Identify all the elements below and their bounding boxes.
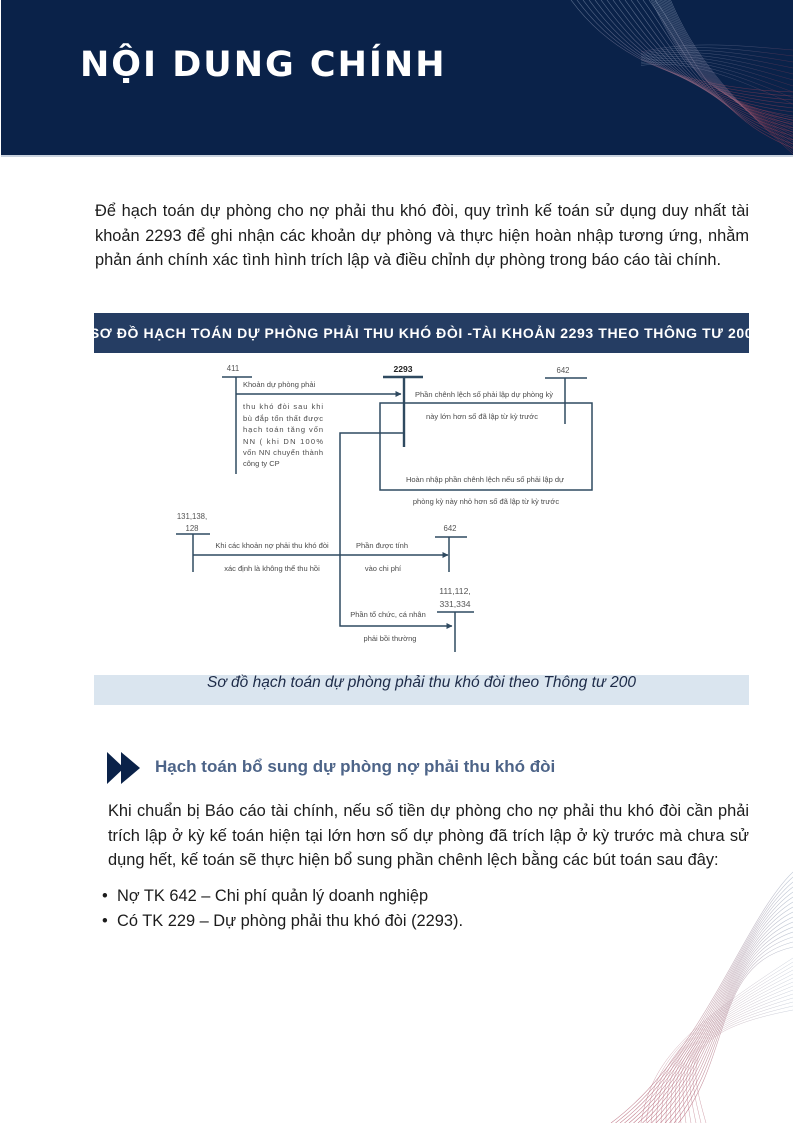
entry-provision-line: NN ( khi DN 100% bbox=[243, 437, 323, 446]
account-111-label: 331,334 bbox=[439, 599, 471, 609]
accounting-diagram bbox=[94, 355, 749, 670]
bottom-wave-decoration bbox=[593, 860, 793, 1123]
entry-writeoff-line: Khi các khoản nợ phải thu khó đòi bbox=[215, 541, 329, 550]
diagram-caption: Sơ đồ hạch toán dự phòng phải thu khó đòi theo Thông tư 200 bbox=[207, 674, 636, 691]
wave-line bbox=[679, 947, 793, 1123]
wave-line bbox=[647, 912, 793, 1123]
entry-reversal-line: Hoàn nhập phần chênh lệch nếu số phải lập dự bbox=[405, 475, 565, 484]
arrow-2293-to-111 bbox=[340, 433, 452, 626]
diagram-title: SƠ ĐỒ HẠCH TOÁN DỰ PHÒNG PHẢI THU KHÓ ĐÒI -TÀI KHOẢN 2293 THEO THÔNG TƯ 200 bbox=[89, 325, 754, 341]
section-paragraph-line: trích lập ở kỳ kế toán hiện tại lớn hơn số dự phòng đã trích lập ở kỳ trước mà chưa sử bbox=[108, 826, 749, 845]
wave-line bbox=[616, 877, 793, 1123]
entry-additional-line: này lớn hơn số đã lập từ kỳ trước bbox=[426, 412, 538, 421]
entry-provision-line: thu khó đòi sau khi bbox=[243, 402, 323, 411]
section-paragraph-line: Khi chuẩn bị Báo cáo tài chính, nếu số tiền dự phòng cho nợ phải thu khó đòi cần phải bbox=[108, 802, 749, 820]
entry-expense-line: vào chi phí bbox=[364, 564, 402, 573]
entry-additional-line: Phần chênh lệch số phải lập dự phòng kỳ bbox=[414, 390, 554, 399]
entry-provision-line: hạch toán tăng vốn bbox=[243, 425, 323, 434]
intro-line: Để hạch toán dự phòng cho nợ phải thu khó đòi, quy trình kế toán sử dụng duy nhất tài bbox=[95, 202, 749, 220]
wave-line bbox=[589, 0, 793, 104]
account-131-label: 131,138, bbox=[176, 512, 208, 521]
t-account-642-bottom bbox=[435, 524, 467, 572]
wave-line bbox=[641, 62, 793, 98]
wave-line bbox=[667, 0, 793, 147]
section-heading: Hạch toán bổ sung dự phòng nợ phải thu khó đòi bbox=[155, 757, 556, 776]
entry-compensation-line: phải bồi thường bbox=[363, 634, 417, 643]
entry-reversal-line: phòng kỳ này nhỏ hơn số đã lập từ kỳ trước bbox=[412, 497, 560, 506]
page-header bbox=[1, 0, 793, 157]
diagram-title-bar bbox=[89, 313, 754, 353]
wave-line bbox=[656, 970, 793, 1123]
wave-line bbox=[687, 998, 793, 1123]
wave-line bbox=[620, 882, 793, 1123]
entry-writeoff-line: xác định là không thể thu hồi bbox=[224, 564, 320, 573]
header-wave-decoration bbox=[553, 0, 793, 155]
wave-line bbox=[654, 0, 793, 123]
wave-line bbox=[664, 0, 793, 142]
entry-expense-line: Phần được tính bbox=[355, 541, 409, 550]
diagram-caption-band bbox=[94, 675, 749, 705]
entry-provision-head: Khoản dự phòng phải bbox=[243, 380, 316, 389]
wave-line bbox=[665, 932, 793, 1123]
t-account-2293 bbox=[383, 364, 423, 447]
wave-line bbox=[641, 48, 793, 56]
wave-line bbox=[696, 1010, 793, 1123]
t-account-131 bbox=[176, 512, 210, 572]
account-642-bottom-label: 642 bbox=[443, 524, 457, 533]
section-paragraph-line: dụng hết, kế toán sẽ thực hiện bổ sung phần chênh lệch bằng các bút toán sau đây: bbox=[108, 851, 719, 869]
double-chevron-right-icon bbox=[105, 751, 142, 785]
bullet-icon: • bbox=[102, 887, 108, 905]
account-411-label: 411 bbox=[226, 364, 240, 373]
list-item-text: Nợ TK 642 – Chi phí quản lý doanh nghiệp bbox=[117, 887, 429, 905]
wave-line bbox=[693, 1006, 793, 1123]
bottom-wave-lines bbox=[611, 872, 793, 1123]
page-title: NỘI DUNG CHÍNH bbox=[80, 45, 447, 85]
entry-compensation-line: Phần tổ chức, cá nhân bbox=[350, 610, 426, 619]
wave-line bbox=[661, 927, 793, 1123]
list-item-text: Có TK 229 – Dự phòng phải thu khó đòi (2293). bbox=[117, 911, 463, 930]
intro-line: khoản 2293 để ghi nhận các khoản dự phòng và thực hiện hoàn nhập tương ứng, nhằm bbox=[95, 226, 749, 245]
wave-line bbox=[601, 0, 793, 112]
intro-paragraph bbox=[95, 199, 749, 273]
account-111-label: 111,112, bbox=[439, 586, 471, 596]
intro-line: phản ánh chính xác tình hình trích lập và điều chỉnh dự phòng trong báo cáo tài chính. bbox=[95, 251, 722, 269]
entry-provision-line: công ty CP bbox=[243, 459, 280, 468]
entry-provision-line: vốn NN chuyển thành bbox=[243, 448, 323, 457]
account-131-label: 128 bbox=[185, 524, 199, 533]
t-account-111 bbox=[437, 586, 474, 652]
header-wave-lines bbox=[571, 0, 793, 154]
account-2293-label: 2293 bbox=[393, 364, 413, 374]
wave-line bbox=[670, 937, 793, 1123]
entry-provision-line: bù đắp tổn thất được bbox=[243, 414, 323, 423]
bullet-icon: • bbox=[102, 911, 108, 930]
account-642-top-label: 642 bbox=[556, 366, 570, 375]
